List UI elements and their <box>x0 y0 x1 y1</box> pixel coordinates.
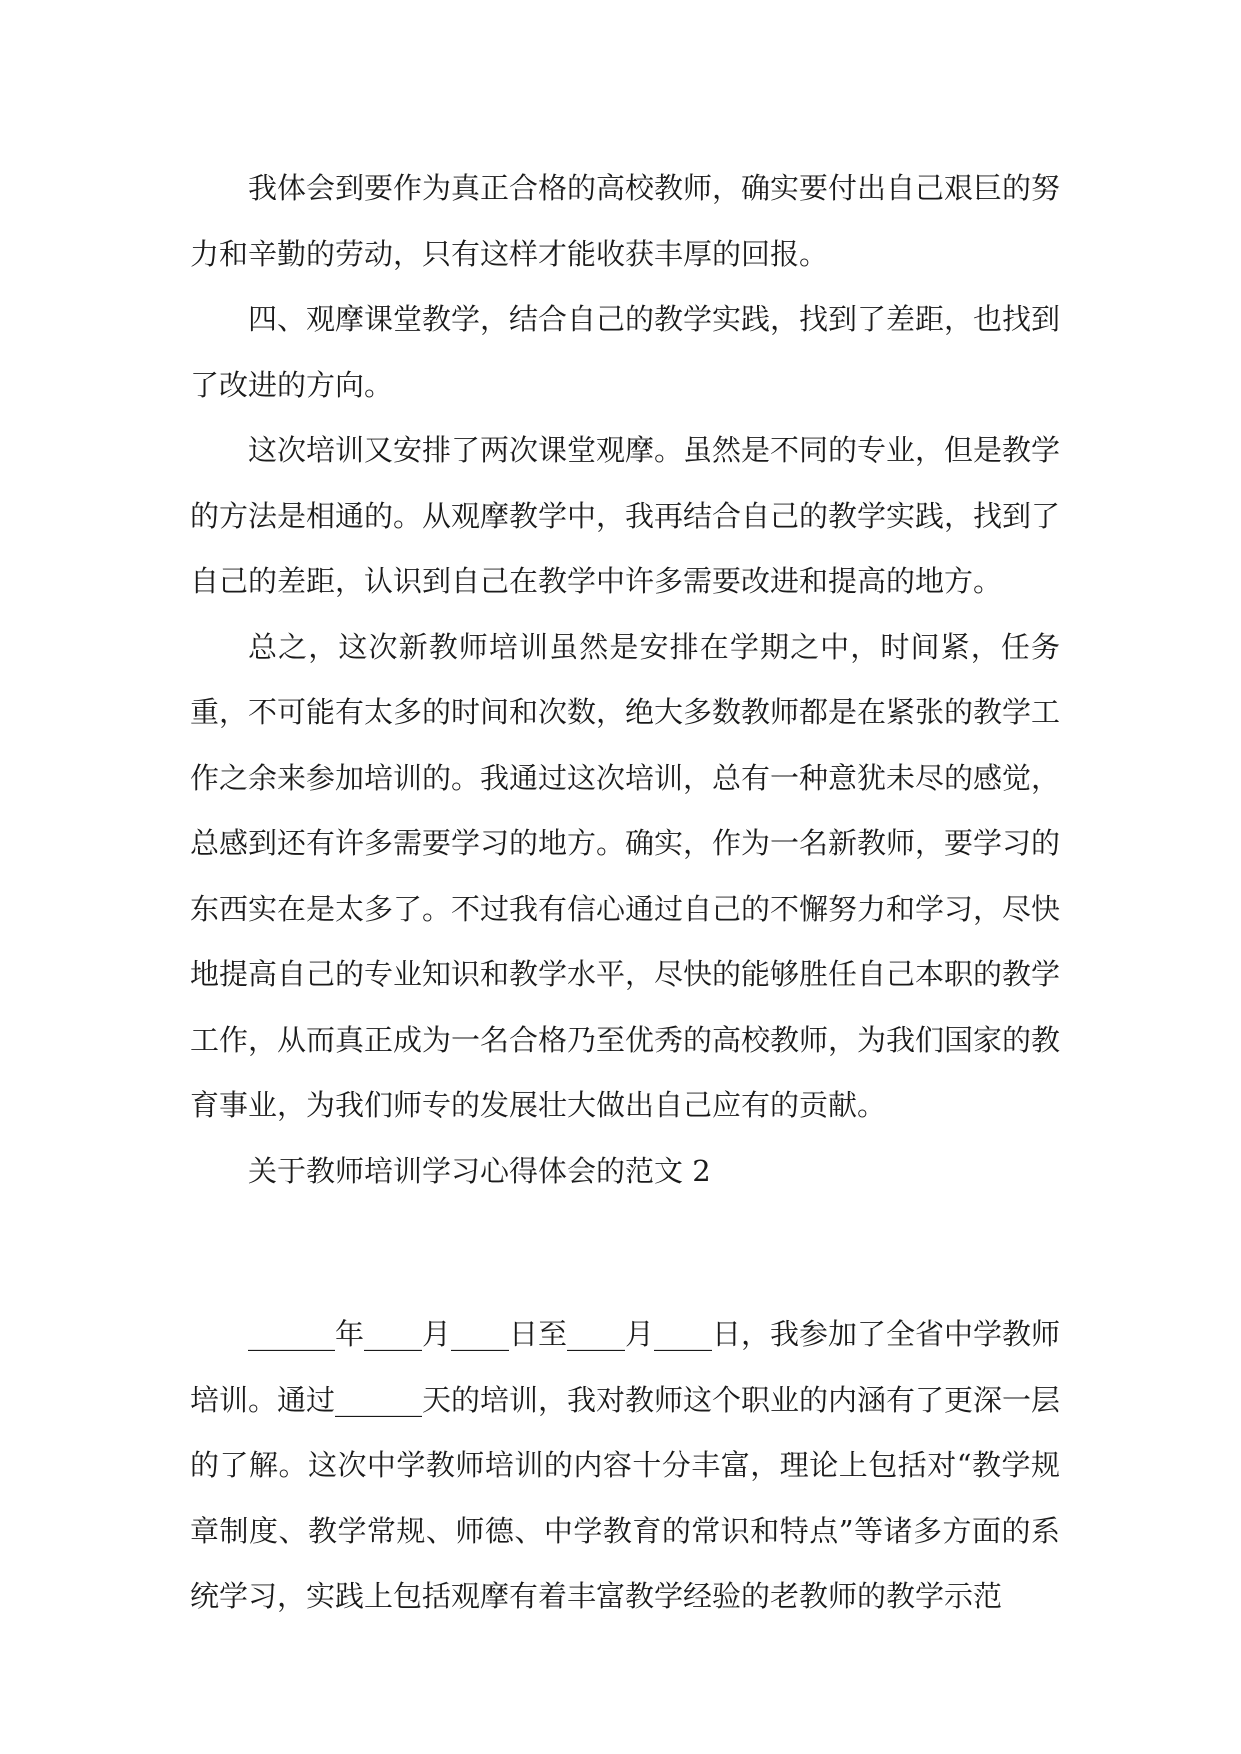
section-title: 关于教师培训学习心得体会的范文 2 <box>248 1153 711 1188</box>
paragraph: 这次培训又安排了两次课堂观摩。虽然是不同的专业，但是教学的方法是相通的。从观摩教学中，我再结合自己的教学实践，找到了自己的差距，认识到自己在教学中许多需要改进和提高的地方。 <box>190 433 1061 598</box>
document-body <box>190 156 1060 1630</box>
section-spacer <box>190 1204 1060 1302</box>
paragraph: 我体会到要作为真正合格的高校教师，确实要付出自己艰巨的努力和辛勤的劳动，只有这样才能收获丰厚的回报。 <box>190 171 1061 271</box>
paragraph: 总之，这次新教师培训虽然是安排在学期之中，时间紧，任务重，不可能有太多的时间和次数，绝大多数教师都是在紧张的教学工作之余来参加培训的。我通过这次培训，总有一种意犹未尽的感觉，总感到还有许多需要学习的地方。确实，作为一名新教师，要学习的东西实在是太多了。不过我有信心通过自己的不懈努力和学习，尽快地提高自己的专业知识和教学水平，尽快的能够胜任自己本职的教学工作，从而真正成为一名合格乃至优秀的高校教师，为我们国家的教育事业，为我们师专的发展壮大做出自己应有的贡献。 <box>190 629 1061 1122</box>
paragraph: ______年____月____日至____月____日，我参加了全省中学教师培训。通过______天的培训，我对教师这个职业的内涵有了更深一层的了解。这次中学教师培训的内容十分丰富，理论上包括对“教学规章制度、教学常规、师德、中学教育的常识和特点”等诸多方面的系统学习，实践上包括观摩有着丰富教学经验的老教师的教学示范 <box>190 1317 1061 1613</box>
paragraph: 四、观摩课堂教学，结合自己的教学实践，找到了差距，也找到了改进的方向。 <box>190 302 1061 402</box>
